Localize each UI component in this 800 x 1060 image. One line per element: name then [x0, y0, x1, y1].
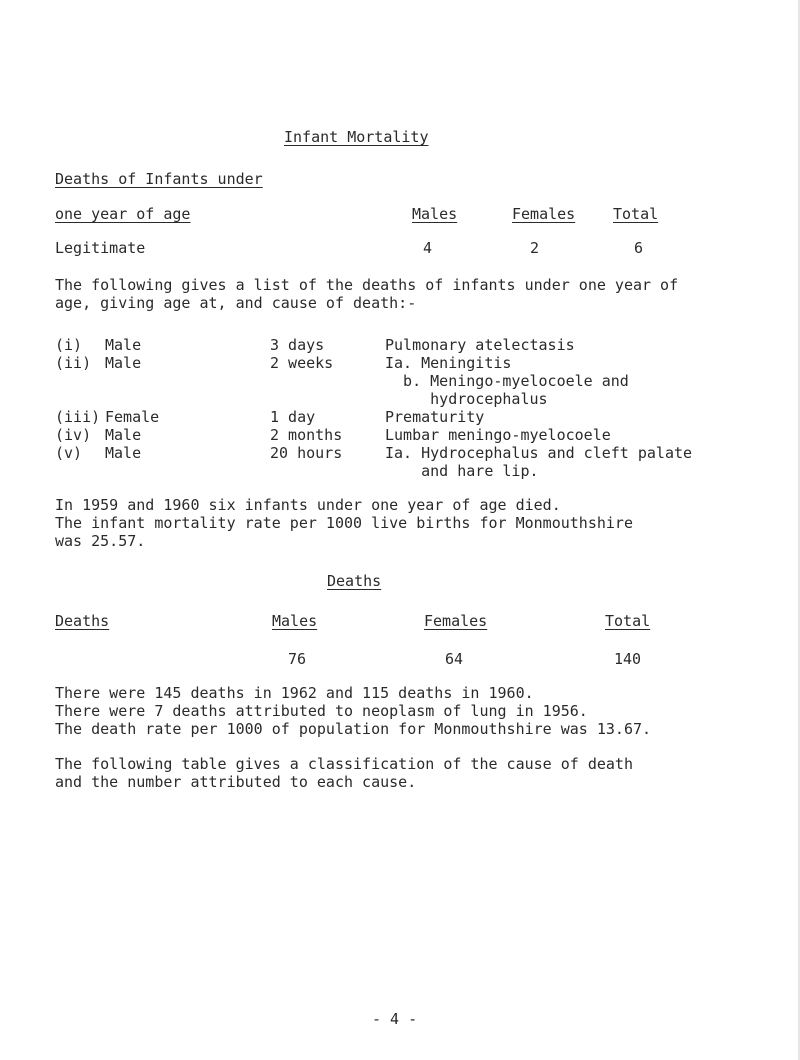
- infant-entry-cause: Lumbar meningo-myelocoele: [385, 426, 611, 444]
- infant-entry-cause: b. Meningo-myelocoele and: [385, 372, 629, 390]
- infant-entry-cause: hydrocephalus: [385, 390, 548, 408]
- deaths-line: There were 7 deaths attributed to neoplasm of lung in 1956.: [55, 702, 588, 720]
- deaths-females-value: 64: [445, 650, 464, 668]
- infant-entry-age: 20 hours: [270, 444, 343, 462]
- infant-entry-age: 1 day: [270, 408, 316, 426]
- infant-entry-sex: Male: [105, 336, 142, 354]
- deaths-col-males: Males: [272, 612, 318, 630]
- closing-line: The following table gives a classification of the cause of death: [55, 755, 633, 773]
- infant-entry-cause: Ia. Hydrocephalus and cleft palate: [385, 444, 693, 462]
- infant-entry-age: 2 weeks: [270, 354, 334, 372]
- infant-entry-sex: Male: [105, 444, 142, 462]
- page-number: - 4 -: [372, 1010, 418, 1028]
- infant-entry-cause: Ia. Meningitis: [385, 354, 512, 372]
- deaths-line: There were 145 deaths in 1962 and 115 deaths in 1960.: [55, 684, 534, 702]
- infant-entry-num: (iii): [55, 408, 101, 426]
- infant-total-value: 6: [634, 239, 644, 257]
- deaths-col-total: Total: [605, 612, 651, 630]
- infant-entry-age: 3 days: [270, 336, 325, 354]
- infant-row-label-header: one year of age: [55, 205, 191, 223]
- infant-col-total: Total: [613, 205, 659, 223]
- deaths-line: The death rate per 1000 of population for Monmouthshire was 13.67.: [55, 720, 652, 738]
- rate-line: was 25.57.: [55, 532, 146, 550]
- deaths-col-females: Females: [424, 612, 488, 630]
- intro-line: age, giving age at, and cause of death:-: [55, 294, 417, 312]
- rate-line: The infant mortality rate per 1000 live births for Monmouthshire: [55, 514, 633, 532]
- infant-entry-sex: Male: [105, 354, 142, 372]
- infant-entry-num: (iv): [55, 426, 92, 444]
- infant-section-heading: Deaths of Infants under: [55, 170, 263, 188]
- infant-entry-age: 2 months: [270, 426, 343, 444]
- infant-entry-num: (i): [55, 336, 83, 354]
- intro-line: The following gives a list of the deaths of infants under one year of: [55, 276, 679, 294]
- infant-females-value: 2: [530, 239, 540, 257]
- deaths-males-value: 76: [288, 650, 307, 668]
- infant-row-label: Legitimate: [55, 239, 146, 257]
- rate-line: In 1959 and 1960 six infants under one year of age died.: [55, 496, 561, 514]
- infant-col-males: Males: [412, 205, 458, 223]
- infant-entry-num: (v): [55, 444, 83, 462]
- infant-entry-cause: and hare lip.: [385, 462, 539, 480]
- infant-males-value: 4: [423, 239, 433, 257]
- page-title: Infant Mortality: [284, 128, 429, 146]
- infant-col-females: Females: [512, 205, 576, 223]
- infant-entry-cause: Prematurity: [385, 408, 485, 426]
- deaths-total-value: 140: [614, 650, 642, 668]
- infant-entry-num: (ii): [55, 354, 92, 372]
- deaths-section-heading: Deaths: [327, 572, 382, 590]
- infant-entry-sex: Male: [105, 426, 142, 444]
- deaths-row-label: Deaths: [55, 612, 110, 630]
- closing-line: and the number attributed to each cause.: [55, 773, 417, 791]
- infant-entry-sex: Female: [105, 408, 160, 426]
- infant-entry-cause: Pulmonary atelectasis: [385, 336, 575, 354]
